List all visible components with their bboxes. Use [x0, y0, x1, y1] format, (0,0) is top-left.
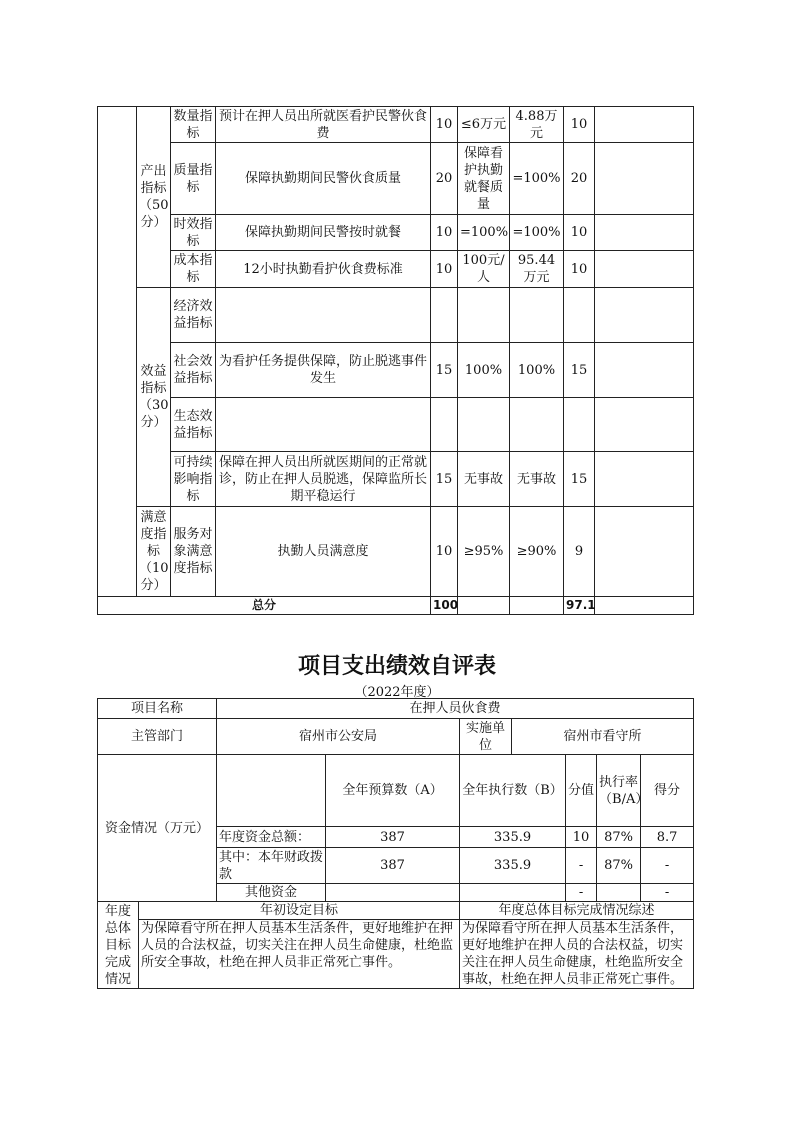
indicator-content: [216, 398, 431, 452]
indicator-content: 保障执勤期间民警按时就餐: [216, 215, 431, 251]
funds-exec: [460, 884, 566, 902]
goal-set-text: 为保障看守所在押人员基本生活条件，更好地维护在押人员的合法权益，切实关注在押人员生命健康，杜绝监所安全事故，杜绝在押人员非正常死亡事件。: [139, 920, 460, 989]
col-rate-header: 执行率（B/A）: [597, 755, 641, 827]
indicator-note: [595, 251, 694, 288]
funds-weight: 10: [566, 827, 597, 848]
indicator-note: [595, 452, 694, 507]
indicator-weight: 10: [431, 507, 458, 597]
indicator-score: [564, 288, 595, 343]
indicator-content: [216, 288, 431, 343]
indicator-note: [595, 107, 694, 143]
indicator-actual: =100%: [510, 215, 564, 251]
total-target: [458, 597, 510, 615]
impl-label: 实施单位: [460, 719, 512, 755]
funds-score: 8.7: [641, 827, 694, 848]
indicator-note: [595, 507, 694, 597]
funds-weight: -: [566, 848, 597, 884]
impl-value: 宿州市看守所: [512, 719, 694, 755]
indicator-name: 服务对象满意度指标: [171, 507, 216, 597]
table-row: [98, 719, 694, 755]
indicator-target: ≤6万元: [458, 107, 510, 143]
col-exec-header: 全年执行数（B）: [460, 755, 566, 827]
table-row: [98, 215, 694, 251]
funds-score: -: [641, 884, 694, 902]
indicator-actual: 95.44万元: [510, 251, 564, 288]
total-label: 总分: [98, 597, 431, 615]
indicator-note: [595, 143, 694, 215]
indicator-score: 10: [564, 251, 595, 288]
indicator-actual: [510, 398, 564, 452]
indicator-target: 保障看护执勤就餐质量: [458, 143, 510, 215]
table-row: [98, 699, 694, 719]
table-row: [98, 288, 694, 343]
indicator-name: 社会效益指标: [171, 343, 216, 398]
page-subtitle: （2022年度）: [354, 685, 440, 700]
satisfaction-group-label: 满意度指标（10分）: [137, 507, 171, 597]
table-row: [98, 251, 694, 288]
total-weight: 100: [431, 597, 458, 615]
indicator-actual: [510, 288, 564, 343]
total-score: 97.1: [564, 597, 595, 615]
indicator-name: 时效指标: [171, 215, 216, 251]
funds-budget: 387: [326, 848, 460, 884]
indicator-target: [458, 398, 510, 452]
col-budget-header: 全年预算数（A）: [326, 755, 460, 827]
goal-done-header: 年度总体目标完成情况综述: [460, 902, 694, 920]
indicator-target: 无事故: [458, 452, 510, 507]
indicator-score: 15: [564, 343, 595, 398]
indicator-content: 12小时执勤看护伙食费标准: [216, 251, 431, 288]
indicator-weight: [431, 398, 458, 452]
total-row: [98, 597, 694, 615]
indicator-name: 可持续影响指标: [171, 452, 216, 507]
page-title: 项目支出绩效自评表: [297, 654, 496, 679]
funds-score: -: [641, 848, 694, 884]
indicator-weight: 10: [431, 107, 458, 143]
indicator-actual: ≥90%: [510, 507, 564, 597]
indicator-score: 20: [564, 143, 595, 215]
indicator-actual: 4.88万元: [510, 107, 564, 143]
indicator-content: 预计在押人员出所就医看护民警伙食费: [216, 107, 431, 143]
col-weight-header: 分值: [566, 755, 597, 827]
indicator-weight: 10: [431, 215, 458, 251]
table-row: [98, 902, 694, 920]
indicator-table: [97, 106, 694, 615]
goal-set-header: 年初设定目标: [139, 902, 460, 920]
indicator-actual: 无事故: [510, 452, 564, 507]
indicator-blank-cell: [98, 107, 137, 507]
indicator-score: 9: [564, 507, 595, 597]
funds-exec: 335.9: [460, 848, 566, 884]
funds-weight: -: [566, 884, 597, 902]
table-row: [98, 143, 694, 215]
indicator-score: 10: [564, 215, 595, 251]
indicator-content: 保障在押人员出所就医期间的正常就诊，防止在押人员脱逃，保障监所长期平稳运行: [216, 452, 431, 507]
funds-row-label: 其他资金: [217, 884, 326, 902]
indicator-content: 为看护任务提供保障，防止脱逃事件发生: [216, 343, 431, 398]
indicator-note: [595, 288, 694, 343]
indicator-target: 100%: [458, 343, 510, 398]
funds-rate: [597, 884, 641, 902]
indicator-note: [595, 398, 694, 452]
indicator-weight: 15: [431, 452, 458, 507]
effect-group-label: 效益指标（30分）: [137, 288, 171, 507]
funds-header-blank: [217, 755, 326, 827]
dept-label: 主管部门: [98, 719, 217, 755]
funds-row-label: 年度资金总额：: [217, 827, 326, 848]
table-row: [98, 343, 694, 398]
indicator-score: [564, 398, 595, 452]
indicator-weight: 10: [431, 251, 458, 288]
indicator-target: =100%: [458, 215, 510, 251]
dept-value: 宿州市公安局: [217, 719, 460, 755]
project-name-label: 项目名称: [98, 699, 217, 719]
indicator-blank-cell: [98, 507, 137, 597]
indicator-actual: =100%: [510, 143, 564, 215]
indicator-target: [458, 288, 510, 343]
indicator-score: 10: [564, 107, 595, 143]
indicator-weight: 15: [431, 343, 458, 398]
indicator-score: 15: [564, 452, 595, 507]
indicator-name: 生态效益指标: [171, 398, 216, 452]
goal-done-text: 为保障看守所在押人员基本生活条件，更好地维护在押人员的合法权益，切实关注在押人员生命健康，杜绝监所安全事故，杜绝在押人员非正常死亡事件。: [460, 920, 694, 989]
funds-rate: 87%: [597, 848, 641, 884]
indicator-target: ≥95%: [458, 507, 510, 597]
table-row: [98, 920, 694, 989]
indicator-target: 100元/人: [458, 251, 510, 288]
col-score-header: 得分: [641, 755, 694, 827]
indicator-note: [595, 343, 694, 398]
self-evaluation-table: [97, 698, 694, 989]
indicator-name: 数量指标: [171, 107, 216, 143]
table-row: [98, 398, 694, 452]
funds-label: 资金情况（万元）: [98, 755, 217, 902]
funds-exec: 335.9: [460, 827, 566, 848]
indicator-name: 成本指标: [171, 251, 216, 288]
funds-budget: 387: [326, 827, 460, 848]
funds-budget: [326, 884, 460, 902]
indicator-weight: [431, 288, 458, 343]
project-name: 在押人员伙食费: [217, 699, 694, 719]
indicator-content: 执勤人员满意度: [216, 507, 431, 597]
total-note: [595, 597, 694, 615]
table-row: [98, 452, 694, 507]
total-actual: [510, 597, 564, 615]
output-group-label: 产出指标（50分）: [137, 107, 171, 288]
goal-label: 年度总体目标完成情况: [98, 902, 139, 989]
funds-rate: 87%: [597, 827, 641, 848]
table-row: [98, 107, 694, 143]
indicator-content: 保障执勤期间民警伙食质量: [216, 143, 431, 215]
table-row: [98, 507, 694, 597]
indicator-note: [595, 215, 694, 251]
indicator-actual: 100%: [510, 343, 564, 398]
indicator-name: 质量指标: [171, 143, 216, 215]
funds-row-label: 其中：本年财政拨款: [217, 848, 326, 884]
indicator-weight: 20: [431, 143, 458, 215]
table-row: [98, 755, 694, 827]
indicator-name: 经济效益指标: [171, 288, 216, 343]
